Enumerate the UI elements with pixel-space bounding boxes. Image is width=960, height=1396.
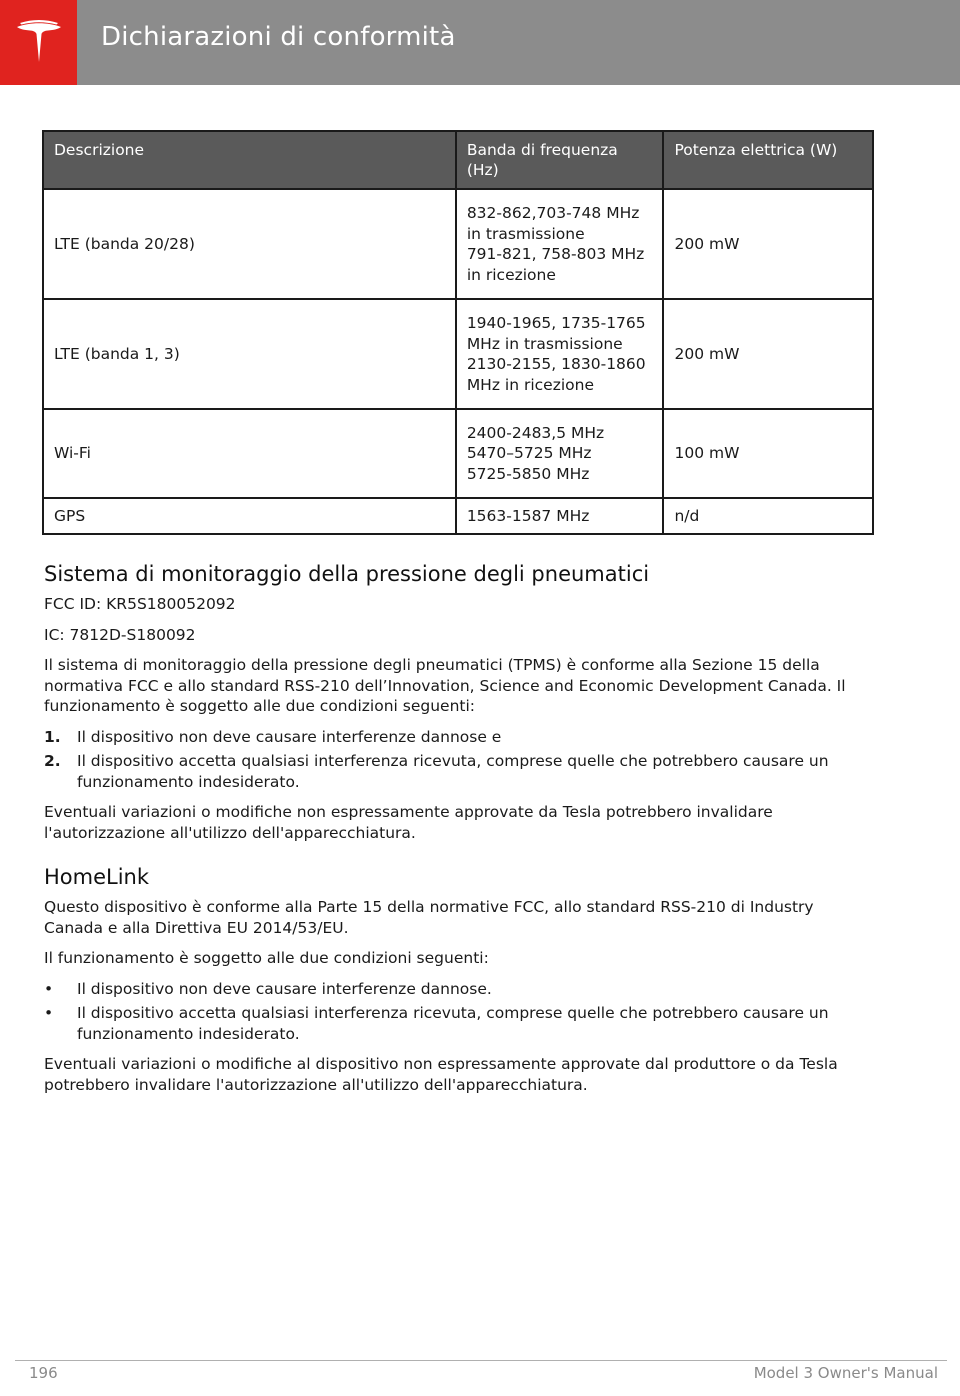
table-cell: 832-862,703-748 MHz in trasmissione 791-821, 758-803 MHz in ricezione [456,189,664,299]
page-header [0,0,960,85]
list-marker: 1. [44,727,61,746]
page-number: 196 [29,1364,58,1382]
table-header-cell: Banda di frequenza (Hz) [456,131,664,189]
table-cell: LTE (banda 20/28) [43,189,456,299]
homelink-intro: Questo dispositivo è conforme alla Parte 15 della normative FCC, allo standard RSS-210 di Industry Canada e alla Direttiva EU 2014/53/EU. [44,898,814,937]
table-header-cell: Descrizione [43,131,456,189]
bullet-icon: • [44,1004,54,1022]
table-cell: 200 mW [663,189,873,299]
table-cell: GPS [43,498,456,534]
table-cell: Wi-Fi [43,409,456,498]
table-cell: 2400-2483,5 MHz 5470–5725 MHz 5725-5850 MHz [456,409,664,498]
list-item-text: Il dispositivo accetta qualsiasi interferenza ricevuta, comprese quelle che potrebbero causare un funzionamento indesiderato. [77,752,829,791]
main-content [44,560,874,1105]
table-row [43,299,873,409]
homelink-heading: HomeLink [44,865,150,889]
table-cell: 1563-1587 MHz [456,498,664,534]
frequency-table [42,130,874,535]
table-row [43,498,873,534]
page-title: Dichiarazioni di conformità [101,22,456,52]
tpms-ic: IC: 7812D-S180092 [44,625,196,644]
tpms-conditions-list [44,727,874,793]
list-item [44,751,874,792]
homelink-note: Eventuali variazioni o modifiche al dispositivo non espressamente approvate dal produttore o da Tesla potrebbero invalidare l'autorizzazione all'utilizzo dell'apparecchiatura. [44,1055,838,1094]
homelink-conditions-list [44,979,874,1045]
tpms-intro: Il sistema di monitoraggio della pressione degli pneumatici (TPMS) è conforme alla Sezione 15 della normativa FCC e allo standard RSS-210 dell’Innovation, Science and Economic Development Canada. Il funzionamento è soggetto alle due condizioni seguenti: [44,656,846,715]
list-item [44,1003,874,1044]
table-cell: 1940-1965, 1735-1765 MHz in trasmissione 2130-2155, 1830-1860 MHz in ricezione [456,299,664,409]
table-cell: n/d [663,498,873,534]
table-cell: 200 mW [663,299,873,409]
table-row [43,409,873,498]
list-item [44,727,874,748]
table-cell: 100 mW [663,409,873,498]
table-cell: LTE (banda 1, 3) [43,299,456,409]
tesla-logo-icon [14,18,64,68]
manual-name: Model 3 Owner's Manual [753,1364,938,1382]
list-marker: 2. [44,752,61,770]
table-row [43,189,873,299]
table-header-cell: Potenza elettrica (W) [663,131,873,189]
tpms-heading: Sistema di monitoraggio della pressione degli pneumatici [44,562,650,586]
table-header-row [43,131,873,189]
bullet-icon: • [44,979,54,998]
list-item-text: Il dispositivo non deve causare interferenze dannose. [77,979,492,998]
homelink-conditions-intro: Il funzionamento è soggetto alle due condizioni seguenti: [44,949,489,967]
tpms-note: Eventuali variazioni o modifiche non espressamente approvate da Tesla potrebbero invalidare l'autorizzazione all'utilizzo dell'apparecchiatura. [44,803,773,842]
list-item-text: Il dispositivo non deve causare interferenze dannose e [77,727,502,746]
tpms-fcc-id: FCC ID: KR5S180052092 [44,595,236,613]
list-item [44,979,874,1000]
list-item-text: Il dispositivo accetta qualsiasi interferenza ricevuta, comprese quelle che potrebbero causare un funzionamento indesiderato. [77,1004,829,1043]
logo-box [0,0,77,85]
footer-divider [15,1360,947,1361]
